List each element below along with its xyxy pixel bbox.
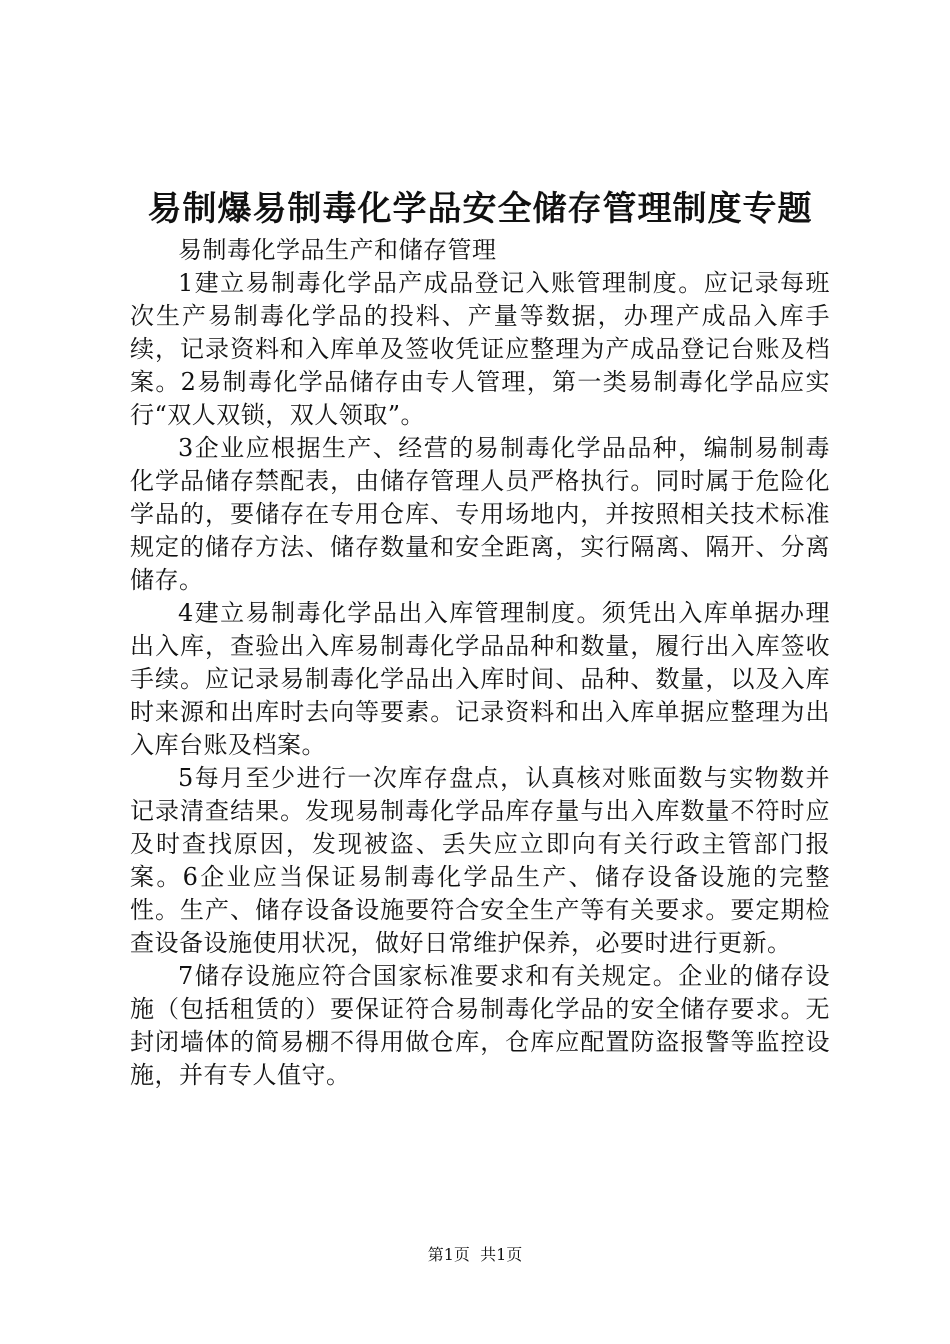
document-title: 易制爆易制毒化学品安全储存管理制度专题 <box>147 189 813 229</box>
paragraph-4: 5每月至少进行一次库存盘点，认真核对账面数与实物数并记录清查结果。发现易制毒化学品库存量与出入库数量不符时应及时查找原因，发现被盗、丢失应立即向有关行政主管部门报案。6企业应当保证易制毒化学品生产、储存设备设施的完整性。生产、储存设备设施要符合安全生产等有关要求。要定期检查设备设施使用状况，做好日常维护保养，必要时进行更新。 <box>130 764 830 957</box>
page-number-footer: 第1页 共1页 <box>427 1245 523 1264</box>
paragraph-1: 1建立易制毒化学品产成品登记入账管理制度。应记录每班次生产易制毒化学品的投料、产量等数据，办理产成品入库手续，记录资料和入库单及签收凭证应整理为产成品登记台账及档案。2易制毒化学品储存由专人管理，第一类易制毒化学品应实行“双人双锁，双人领取”。 <box>130 269 830 429</box>
document-body <box>130 234 830 1092</box>
paragraph-2: 3企业应根据生产、经营的易制毒化学品品种，编制易制毒化学品储存禁配表，由储存管理人员严格执行。同时属于危险化学品的，要储存在专用仓库、专用场地内，并按照相关技术标准规定的储存方法、储存数量和安全距离，实行隔离、隔开、分离储存。 <box>130 434 830 594</box>
section-heading: 易制毒化学品生产和储存管理 <box>178 236 497 264</box>
paragraph-5: 7储存设施应符合国家标准要求和有关规定。企业的储存设施（包括租赁的）要保证符合易制毒化学品的安全储存要求。无封闭墙体的简易棚不得用做仓库，仓库应配置防盗报警等监控设施，并有专人值守。 <box>130 962 830 1089</box>
paragraph-3: 4建立易制毒化学品出入库管理制度。须凭出入库单据办理出入库，查验出入库易制毒化学品品种和数量，履行出入库签收手续。应记录易制毒化学品出入库时间、品种、数量，以及入库时来源和出库时去向等要素。记录资料和出入库单据应整理为出入库台账及档案。 <box>130 599 830 759</box>
